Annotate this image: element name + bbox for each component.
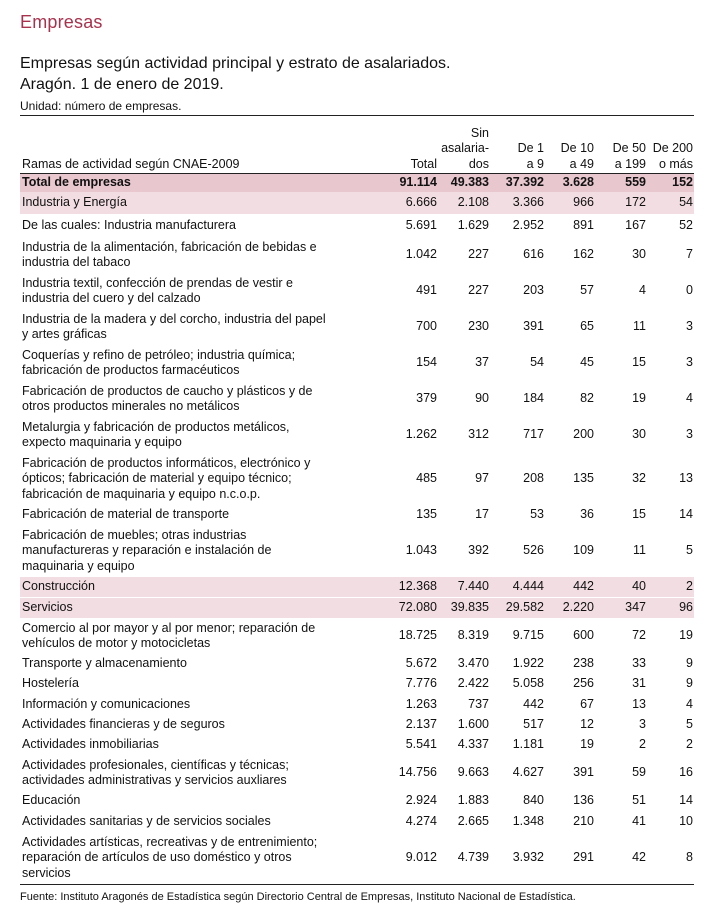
cell-de-50-a-199: 15 (632, 355, 646, 370)
cell-de-10-a-49: 210 (573, 813, 594, 828)
cell-de-200-o-mas: 2 (686, 737, 693, 752)
cell-de-10-a-49: 256 (573, 676, 594, 691)
table-body (20, 173, 694, 884)
table-row (20, 192, 694, 214)
cell-de-10-a-49: 12 (580, 717, 594, 732)
cell-de-200-o-mas: 3 (686, 427, 693, 442)
table-row (20, 173, 694, 192)
cell-total: 154 (416, 355, 437, 370)
table-row (20, 345, 694, 381)
cell-de-50-a-199: 31 (632, 676, 646, 691)
header-de-1-a-9: De 1 a 9 (517, 141, 544, 171)
row-label: Actividades inmobiliarias (22, 737, 159, 752)
cell-de-50-a-199: 15 (632, 507, 646, 522)
cell-sin-asalariados: 17 (475, 507, 489, 522)
cell-de-10-a-49: 82 (580, 391, 594, 406)
header-sin-asalariados: Sin asalaria- dos (441, 125, 489, 171)
cell-de-1-a-9: 4.444 (512, 579, 544, 594)
row-label: Actividades profesionales, científicas y técnicas; actividades administrativas y servicios auxliares (22, 757, 289, 787)
row-label: Actividades artísticas, recreativas y de entrenimiento; reparación de artículos de uso doméstico y otros servicios (22, 834, 318, 880)
row-label: Hostelería (22, 676, 79, 691)
cell-sin-asalariados: 737 (468, 696, 489, 711)
header-total: Total (410, 156, 437, 171)
cell-sin-asalariados: 7.440 (457, 579, 489, 594)
row-label: Industria de la madera y del corcho, industria del papel y artes gráficas (22, 311, 326, 341)
cell-de-1-a-9: 4.627 (512, 765, 544, 780)
cell-de-200-o-mas: 54 (679, 195, 693, 210)
cell-de-200-o-mas: 4 (686, 696, 693, 711)
cell-de-50-a-199: 3 (639, 717, 646, 732)
table-row (20, 654, 694, 674)
row-label: Actividades sanitarias y de servicios sociales (22, 813, 271, 828)
cell-de-200-o-mas: 9 (686, 676, 693, 691)
cell-total: 72.080 (398, 600, 437, 615)
table-row (20, 597, 694, 618)
cell-de-200-o-mas: 14 (679, 507, 693, 522)
table-row (20, 832, 694, 884)
table-row (20, 674, 694, 694)
cell-de-10-a-49: 200 (573, 427, 594, 442)
cell-de-200-o-mas: 4 (686, 391, 693, 406)
table-row (20, 525, 694, 577)
unit-note: Unidad: número de empresas. (20, 99, 182, 113)
companies-table (20, 115, 694, 885)
cell-total: 1.043 (405, 543, 437, 558)
cell-de-50-a-199: 72 (632, 628, 646, 643)
row-label: Fabricación de productos de caucho y plásticos y de otros productos minerales no metálicos (22, 383, 313, 413)
cell-de-50-a-199: 4 (639, 283, 646, 298)
cell-de-50-a-199: 167 (625, 217, 646, 232)
row-label: Comercio al por mayor y al por menor; reparación de vehículos de motor y motocicletas (22, 620, 316, 650)
cell-de-200-o-mas: 8 (686, 850, 693, 865)
table-title (20, 53, 694, 95)
cell-de-50-a-199: 30 (632, 427, 646, 442)
cell-de-50-a-199: 51 (632, 793, 646, 808)
cell-de-1-a-9: 1.181 (512, 737, 544, 752)
cell-sin-asalariados: 97 (475, 471, 489, 486)
row-label: Industria de la alimentación, fabricación de bebidas e industria del tabaco (22, 239, 317, 269)
cell-total: 5.691 (405, 217, 437, 232)
cell-de-10-a-49: 57 (580, 283, 594, 298)
cell-de-50-a-199: 13 (632, 696, 646, 711)
cell-de-200-o-mas: 19 (679, 628, 693, 643)
cell-de-10-a-49: 19 (580, 737, 594, 752)
cell-total: 5.541 (405, 737, 437, 752)
cell-de-10-a-49: 442 (573, 579, 594, 594)
cell-total: 1.263 (405, 696, 437, 711)
cell-de-10-a-49: 36 (580, 507, 594, 522)
header-branch: Ramas de actividad según CNAE-2009 (22, 156, 240, 171)
cell-sin-asalariados: 8.319 (457, 628, 489, 643)
cell-total: 18.725 (398, 628, 437, 643)
cell-de-10-a-49: 600 (573, 628, 594, 643)
cell-sin-asalariados: 227 (468, 247, 489, 262)
cell-de-200-o-mas: 0 (686, 283, 693, 298)
row-label: Actividades financieras y de seguros (22, 717, 225, 732)
table-row (20, 309, 694, 345)
row-label: Industria textil, confección de prendas de vestir e industria del cuero y del calzado (22, 275, 293, 305)
cell-de-50-a-199: 32 (632, 471, 646, 486)
row-label: Transporte y almacenamiento (22, 656, 187, 671)
cell-sin-asalariados: 230 (468, 319, 489, 334)
cell-de-1-a-9: 840 (523, 793, 544, 808)
cell-sin-asalariados: 392 (468, 543, 489, 558)
table-row (20, 791, 694, 811)
table-row (20, 381, 694, 417)
cell-total: 12.368 (398, 579, 437, 594)
table-row (20, 715, 694, 735)
cell-total: 485 (416, 471, 437, 486)
table-row (20, 694, 694, 715)
table-row (20, 735, 694, 755)
cell-de-200-o-mas: 13 (679, 471, 693, 486)
cell-sin-asalariados: 39.835 (450, 600, 489, 615)
row-label: De las cuales: Industria manufacturera (22, 217, 236, 232)
cell-de-10-a-49: 65 (580, 319, 594, 334)
cell-total: 14.756 (398, 765, 437, 780)
cell-total: 700 (416, 319, 437, 334)
cell-sin-asalariados: 2.108 (457, 195, 489, 210)
cell-sin-asalariados: 1.629 (457, 217, 489, 232)
cell-de-1-a-9: 442 (523, 696, 544, 711)
row-label: Metalurgia y fabricación de productos metálicos, expecto maquinaria y equipo (22, 419, 290, 449)
cell-de-1-a-9: 517 (523, 717, 544, 732)
cell-de-1-a-9: 54 (530, 355, 544, 370)
cell-total: 2.137 (405, 717, 437, 732)
cell-de-10-a-49: 109 (573, 543, 594, 558)
cell-de-1-a-9: 208 (523, 471, 544, 486)
cell-de-10-a-49: 966 (573, 195, 594, 210)
cell-de-10-a-49: 67 (580, 696, 594, 711)
cell-total: 1.042 (405, 247, 437, 262)
cell-de-50-a-199: 172 (625, 195, 646, 210)
table-row (20, 811, 694, 832)
cell-de-200-o-mas: 5 (686, 717, 693, 732)
table-row (20, 453, 694, 505)
row-label: Fabricación de material de transporte (22, 507, 230, 522)
cell-de-50-a-199: 30 (632, 247, 646, 262)
cell-de-1-a-9: 391 (523, 319, 544, 334)
cell-de-200-o-mas: 3 (686, 319, 693, 334)
cell-de-200-o-mas: 152 (672, 175, 693, 190)
cell-total: 491 (416, 283, 437, 298)
cell-de-50-a-199: 11 (633, 319, 646, 334)
cell-de-1-a-9: 37.392 (505, 175, 544, 190)
cell-de-1-a-9: 29.582 (505, 600, 544, 615)
cell-sin-asalariados: 4.337 (457, 737, 489, 752)
cell-de-10-a-49: 162 (573, 247, 594, 262)
source-note: Fuente: Instituto Aragonés de Estadística según Directorio Central de Empresas, Instituto Nacional de Estadística. (20, 891, 576, 903)
cell-de-50-a-199: 11 (633, 543, 646, 558)
table-header (20, 116, 694, 173)
cell-de-1-a-9: 184 (523, 391, 544, 406)
cell-de-50-a-199: 33 (632, 656, 646, 671)
cell-de-200-o-mas: 7 (686, 247, 693, 262)
cell-de-1-a-9: 3.932 (512, 850, 544, 865)
cell-de-200-o-mas: 14 (679, 793, 693, 808)
cell-total: 2.924 (405, 793, 437, 808)
cell-de-50-a-199: 40 (632, 579, 646, 594)
cell-de-1-a-9: 1.922 (512, 656, 544, 671)
header-de-200-o-mas: De 200 o más (652, 141, 693, 171)
cell-de-10-a-49: 391 (573, 765, 594, 780)
cell-sin-asalariados: 90 (475, 391, 489, 406)
cell-total: 7.776 (405, 676, 437, 691)
row-label: Información y comunicaciones (22, 696, 191, 711)
cell-sin-asalariados: 227 (468, 283, 489, 298)
cell-de-200-o-mas: 16 (679, 765, 693, 780)
table-row (20, 577, 694, 597)
table-row (20, 214, 694, 237)
cell-de-10-a-49: 238 (573, 656, 594, 671)
row-label: Fabricación de muebles; otras industrias manufactureras y reparación e instalación de maquinaria y equipo (22, 527, 272, 573)
table-row (20, 505, 694, 525)
cell-de-1-a-9: 3.366 (512, 195, 544, 210)
cell-sin-asalariados: 1.883 (457, 793, 489, 808)
cell-de-200-o-mas: 9 (686, 656, 693, 671)
cell-de-1-a-9: 203 (523, 283, 544, 298)
cell-total: 135 (416, 507, 437, 522)
cell-de-200-o-mas: 10 (679, 813, 693, 828)
cell-de-1-a-9: 2.952 (512, 217, 544, 232)
row-label: Fabricación de productos informáticos, electrónico y ópticos; fabricación de material y equipo técnico; fabricación de maquinaria y equipo n.c.o.p. (22, 455, 311, 501)
cell-de-10-a-49: 3.628 (562, 175, 594, 190)
cell-de-50-a-199: 347 (625, 600, 646, 615)
cell-de-200-o-mas: 5 (686, 543, 693, 558)
table-row (20, 417, 694, 453)
table-row (20, 273, 694, 309)
cell-total: 6.666 (405, 195, 437, 210)
cell-total: 91.114 (399, 175, 437, 190)
section-title: Empresas (20, 12, 103, 32)
row-label: Coquerías y refino de petróleo; industria química; fabricación de productos farmacéuticos (22, 347, 296, 377)
cell-de-1-a-9: 5.058 (512, 676, 544, 691)
header-de-10-a-49: De 10 a 49 (560, 141, 594, 171)
cell-de-10-a-49: 891 (573, 217, 594, 232)
cell-de-50-a-199: 19 (632, 391, 646, 406)
cell-de-50-a-199: 559 (625, 175, 646, 190)
cell-de-50-a-199: 42 (632, 850, 646, 865)
cell-de-1-a-9: 53 (530, 507, 544, 522)
cell-de-200-o-mas: 96 (679, 600, 693, 615)
table-title-line-1: Empresas según actividad principal y estrato de asalariados. (20, 55, 451, 72)
cell-de-10-a-49: 291 (573, 850, 594, 865)
cell-de-50-a-199: 2 (639, 737, 646, 752)
row-label: Construcción (22, 579, 95, 594)
cell-de-1-a-9: 526 (523, 543, 544, 558)
table-title-line-2: Aragón. 1 de enero de 2019. (20, 76, 224, 93)
cell-de-50-a-199: 59 (632, 765, 646, 780)
row-label: Servicios (22, 600, 73, 615)
row-label: Educación (22, 793, 81, 808)
cell-de-10-a-49: 136 (573, 793, 594, 808)
cell-sin-asalariados: 312 (468, 427, 489, 442)
cell-de-200-o-mas: 3 (686, 355, 693, 370)
cell-total: 5.672 (405, 656, 437, 671)
row-label: Total de empresas (22, 175, 131, 190)
table-row (20, 755, 694, 791)
cell-de-50-a-199: 41 (632, 813, 646, 828)
cell-de-200-o-mas: 52 (679, 217, 693, 232)
cell-sin-asalariados: 2.665 (457, 813, 489, 828)
cell-sin-asalariados: 1.600 (457, 717, 489, 732)
cell-de-1-a-9: 616 (523, 247, 544, 262)
cell-sin-asalariados: 9.663 (457, 765, 489, 780)
cell-sin-asalariados: 4.739 (457, 850, 489, 865)
cell-total: 379 (416, 391, 437, 406)
cell-sin-asalariados: 3.470 (457, 656, 489, 671)
table-row (20, 618, 694, 654)
cell-de-1-a-9: 1.348 (512, 813, 544, 828)
cell-sin-asalariados: 37 (475, 355, 489, 370)
cell-sin-asalariados: 49.383 (450, 175, 489, 190)
cell-de-10-a-49: 2.220 (562, 600, 594, 615)
cell-de-1-a-9: 717 (523, 427, 544, 442)
cell-de-10-a-49: 135 (573, 471, 594, 486)
header-de-50-a-199: De 50 a 199 (612, 141, 646, 171)
cell-total: 9.012 (405, 850, 437, 865)
cell-de-10-a-49: 45 (580, 355, 594, 370)
cell-total: 1.262 (405, 427, 437, 442)
row-label: Industria y Energía (22, 195, 127, 210)
cell-de-200-o-mas: 2 (686, 579, 693, 594)
cell-sin-asalariados: 2.422 (457, 676, 489, 691)
table-row (20, 237, 694, 273)
cell-de-1-a-9: 9.715 (512, 628, 544, 643)
cell-total: 4.274 (405, 813, 437, 828)
